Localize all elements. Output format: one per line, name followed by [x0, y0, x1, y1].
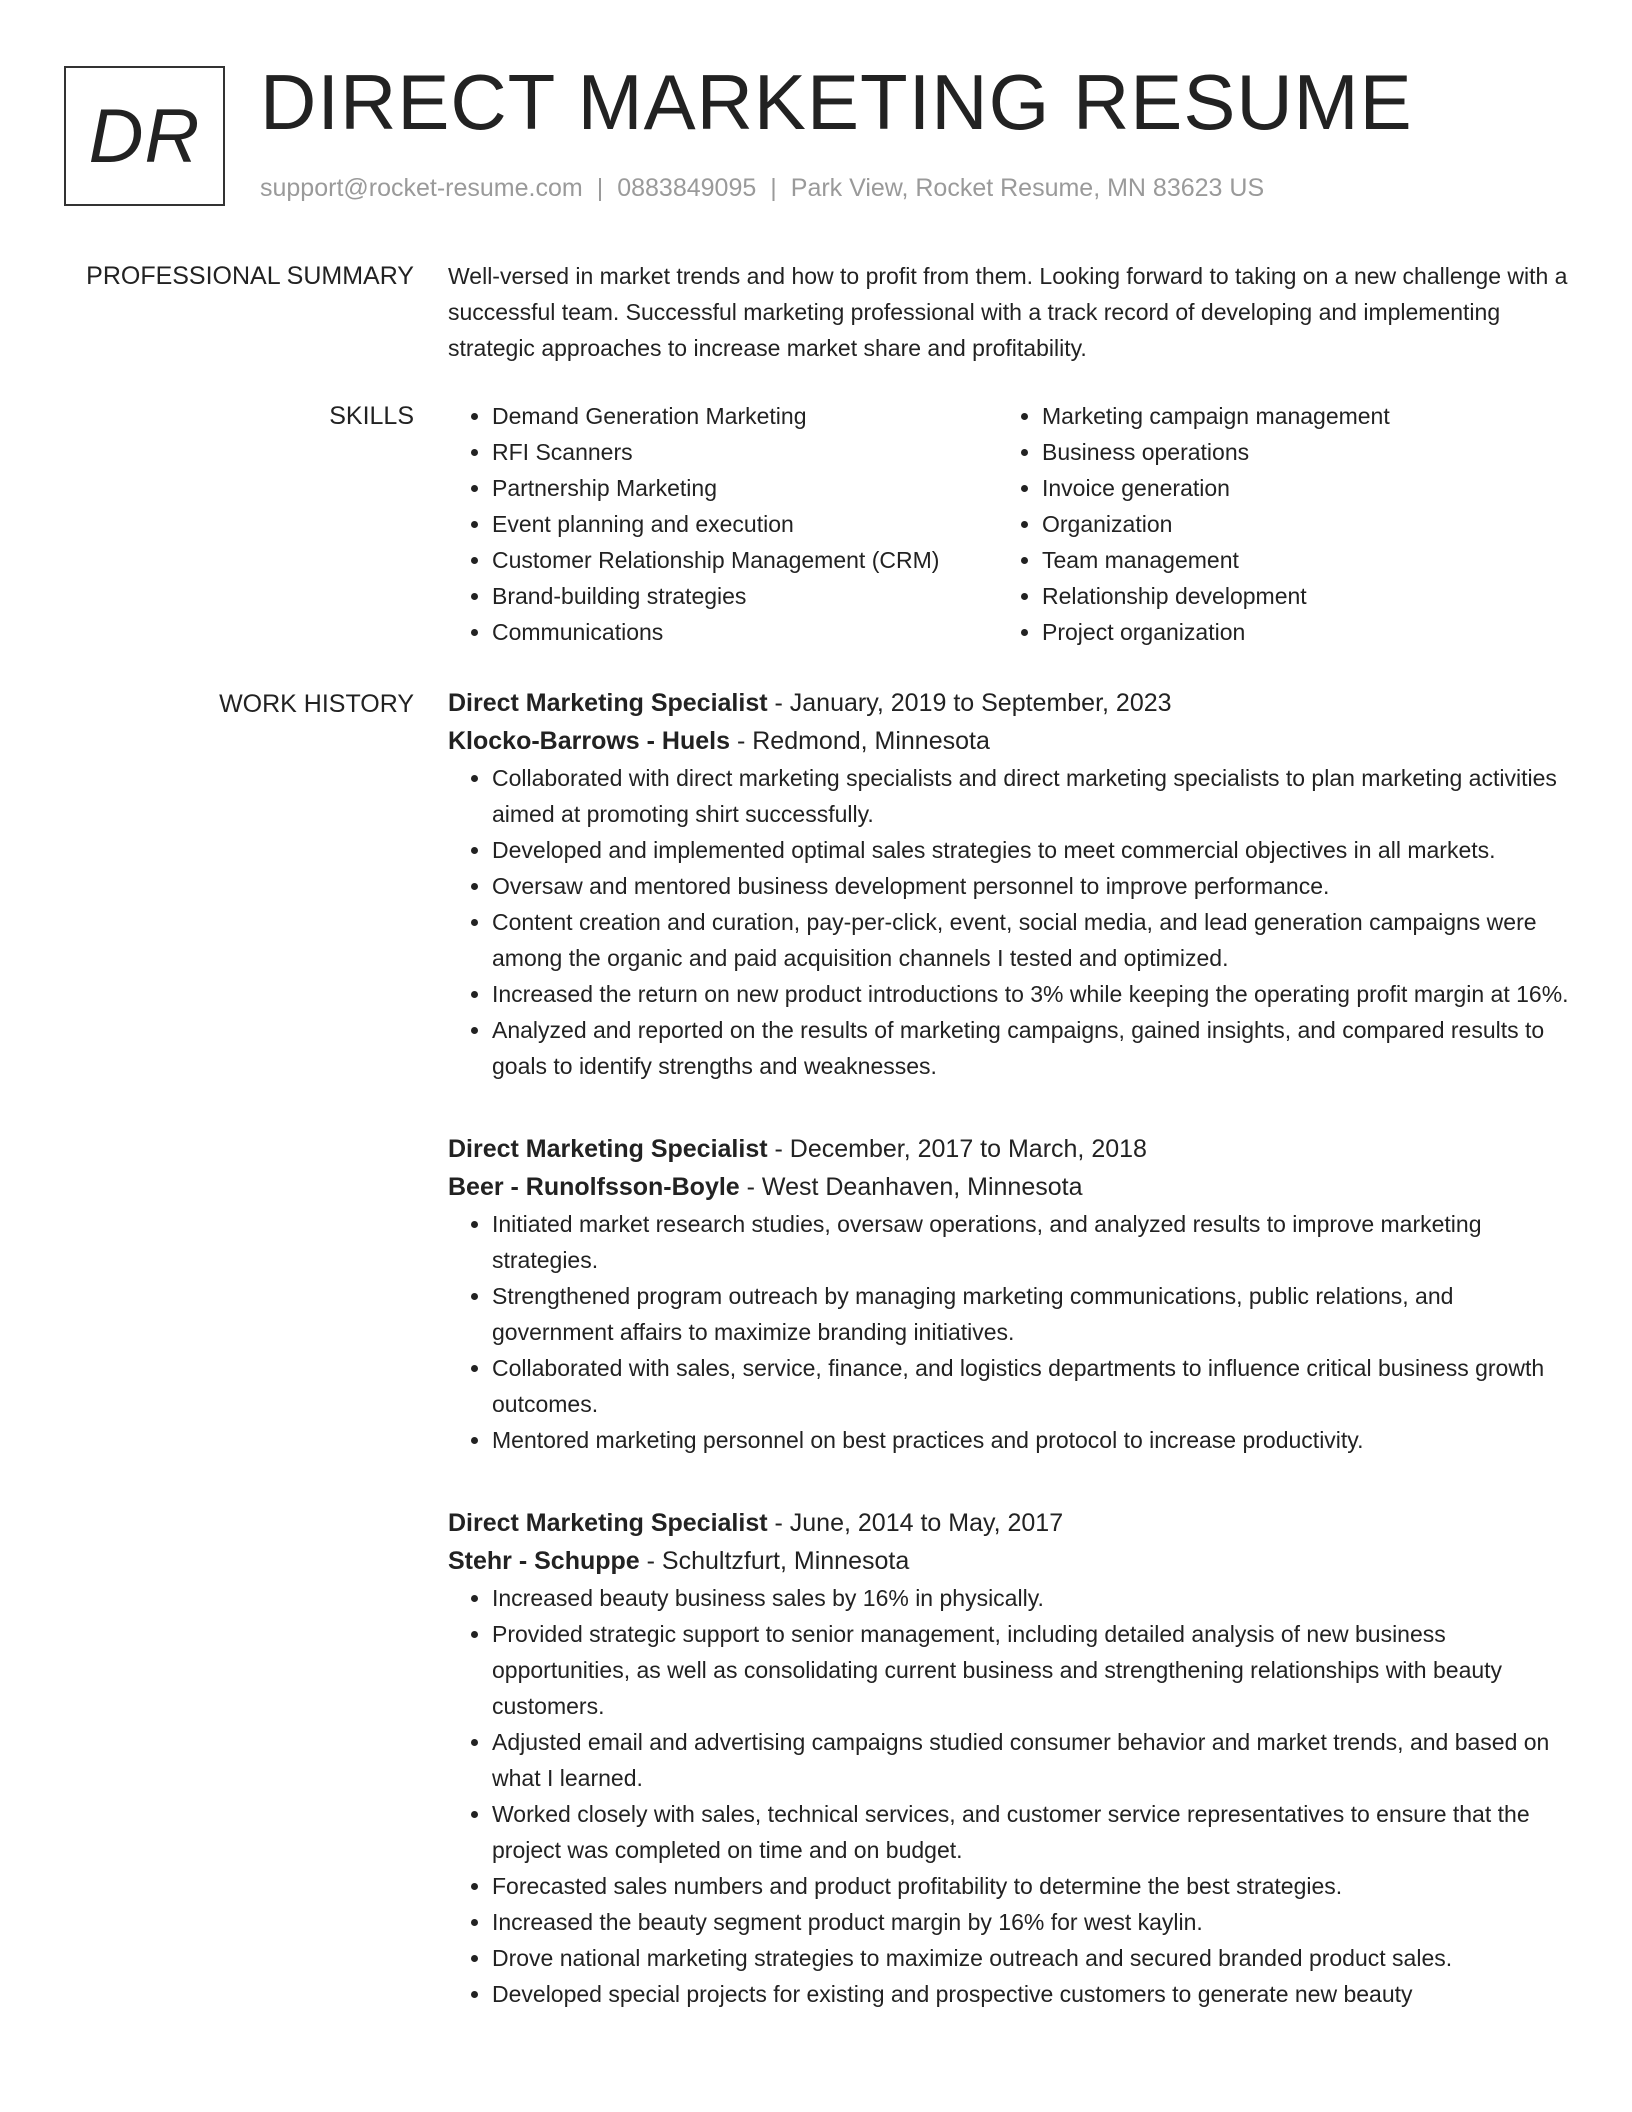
summary-heading: PROFESSIONAL SUMMARY [86, 262, 414, 290]
job-bullet: • Collaborated with direct marketing specialists and direct marketing specialists to plan marketing activities aimed at promoting shirt successfully. [492, 760, 1570, 832]
monogram-logo: DR [64, 66, 225, 206]
job-title-line [448, 684, 1570, 722]
job-dates: - December, 2017 to March, 2018 [767, 1135, 1147, 1163]
skill-item: • Business operations [1042, 434, 1548, 470]
job-bullet-list [448, 760, 1570, 1084]
job-location: - West Deanhaven, Minnesota [739, 1173, 1083, 1201]
work-history-body [448, 684, 1570, 2012]
contact-separator: | [596, 174, 604, 202]
job-bullet: • Developed special projects for existing and prospective customers to generate new beauty [492, 1976, 1570, 2012]
skill-item: • Customer Relationship Management (CRM) [492, 542, 998, 578]
skill-item: • Marketing campaign management [1042, 398, 1548, 434]
job-bullet: • Initiated market research studies, oversaw operations, and analyzed results to improve marketing strategies. [492, 1206, 1570, 1278]
job-company: Beer - Runolfsson-Boyle [448, 1173, 740, 1201]
job-title: Direct Marketing Specialist [448, 689, 768, 717]
skill-item: • RFI Scanners [492, 434, 998, 470]
job-entry [448, 684, 1570, 1084]
job-company: Klocko-Barrows - Huels [448, 727, 731, 755]
job-company-line [448, 1542, 1570, 1580]
skills-body [448, 398, 1570, 650]
skill-item: • Brand-building strategies [492, 578, 998, 614]
skill-item: • Project organization [1042, 614, 1548, 650]
skill-item: • Organization [1042, 506, 1548, 542]
job-dates: - June, 2014 to May, 2017 [767, 1509, 1064, 1537]
job-bullet: • Collaborated with sales, service, finance, and logistics departments to influence critical business growth outcomes. [492, 1350, 1570, 1422]
job-bullet: • Oversaw and mentored business development personnel to improve performance. [492, 868, 1570, 904]
job-bullet: • Increased beauty business sales by 16% in physically. [492, 1580, 1570, 1616]
job-bullet: • Increased the beauty segment product margin by 16% for west kaylin. [492, 1904, 1570, 1940]
job-bullet: • Worked closely with sales, technical services, and customer service representatives to ensure that the project was completed on time and on budget. [492, 1796, 1570, 1868]
contact-email[interactable]: support@rocket-resume.com [260, 174, 583, 202]
job-bullet-list [448, 1206, 1570, 1458]
skill-item: • Demand Generation Marketing [492, 398, 998, 434]
job-bullet: • Content creation and curation, pay-per-click, event, social media, and lead generation campaigns were among the organic and paid acquisition channels I tested and optimized. [492, 904, 1570, 976]
job-location: - Schultzfurt, Minnesota [639, 1547, 910, 1575]
job-bullet: • Provided strategic support to senior management, including detailed analysis of new business opportunities, as well as consolidating current business and strengthening relationships with beauty customers. [492, 1616, 1570, 1724]
job-title: Direct Marketing Specialist [448, 1509, 768, 1537]
job-bullet: • Strengthened program outreach by managing marketing communications, public relations, and government affairs to maximize branding initiatives. [492, 1278, 1570, 1350]
job-dates: - January, 2019 to September, 2023 [767, 689, 1172, 717]
job-company-line [448, 722, 1570, 760]
job-title: Direct Marketing Specialist [448, 1135, 768, 1163]
job-title-line [448, 1504, 1570, 1542]
job-company-line [448, 1168, 1570, 1206]
contact-line [260, 174, 1264, 203]
contact-separator: | [770, 174, 777, 202]
job-bullet: • Forecasted sales numbers and product profitability to determine the best strategies. [492, 1868, 1570, 1904]
job-bullet: • Developed and implemented optimal sales strategies to meet commercial objectives in all markets. [492, 832, 1570, 868]
skills-column-left [448, 398, 998, 650]
job-bullet: • Analyzed and reported on the results of marketing campaigns, gained insights, and compared results to goals to identify strengths and weaknesses. [492, 1012, 1570, 1084]
job-bullet: • Adjusted email and advertising campaigns studied consumer behavior and market trends, and based on what I learned. [492, 1724, 1570, 1796]
contact-address: Park View, Rocket Resume, MN 83623 US [790, 174, 1265, 202]
skill-item: • Partnership Marketing [492, 470, 998, 506]
job-company: Stehr - Schuppe [448, 1547, 640, 1575]
job-bullet: • Mentored marketing personnel on best practices and protocol to increase productivity. [492, 1422, 1570, 1458]
skill-item: • Event planning and execution [492, 506, 998, 542]
skills-column-right [998, 398, 1548, 650]
skill-item: • Invoice generation [1042, 470, 1548, 506]
job-bullet: • Drove national marketing strategies to maximize outreach and secured branded product sales. [492, 1940, 1570, 1976]
skill-item: • Relationship development [1042, 578, 1548, 614]
job-entry [448, 1504, 1570, 2012]
job-location: - Redmond, Minnesota [730, 727, 990, 755]
job-bullet: • Increased the return on new product introductions to 3% while keeping the operating profit margin at 16%. [492, 976, 1570, 1012]
resume-title: DIRECT MARKETING RESUME [260, 58, 1413, 146]
job-title-line [448, 1130, 1570, 1168]
skills-heading: SKILLS [329, 402, 414, 430]
job-bullet-list [448, 1580, 1570, 2012]
skill-item: • Team management [1042, 542, 1548, 578]
job-entry [448, 1130, 1570, 1458]
skill-item: • Communications [492, 614, 998, 650]
work-history-heading: WORK HISTORY [219, 690, 414, 718]
summary-text: Well-versed in market trends and how to profit from them. Looking forward to taking on a new challenge with a successful team. Successful marketing professional with a track record of developing and implementing strategic approaches to increase market share and profitability. [448, 263, 1568, 361]
contact-phone[interactable]: 0883849095 [617, 174, 757, 202]
summary-body [448, 258, 1570, 366]
